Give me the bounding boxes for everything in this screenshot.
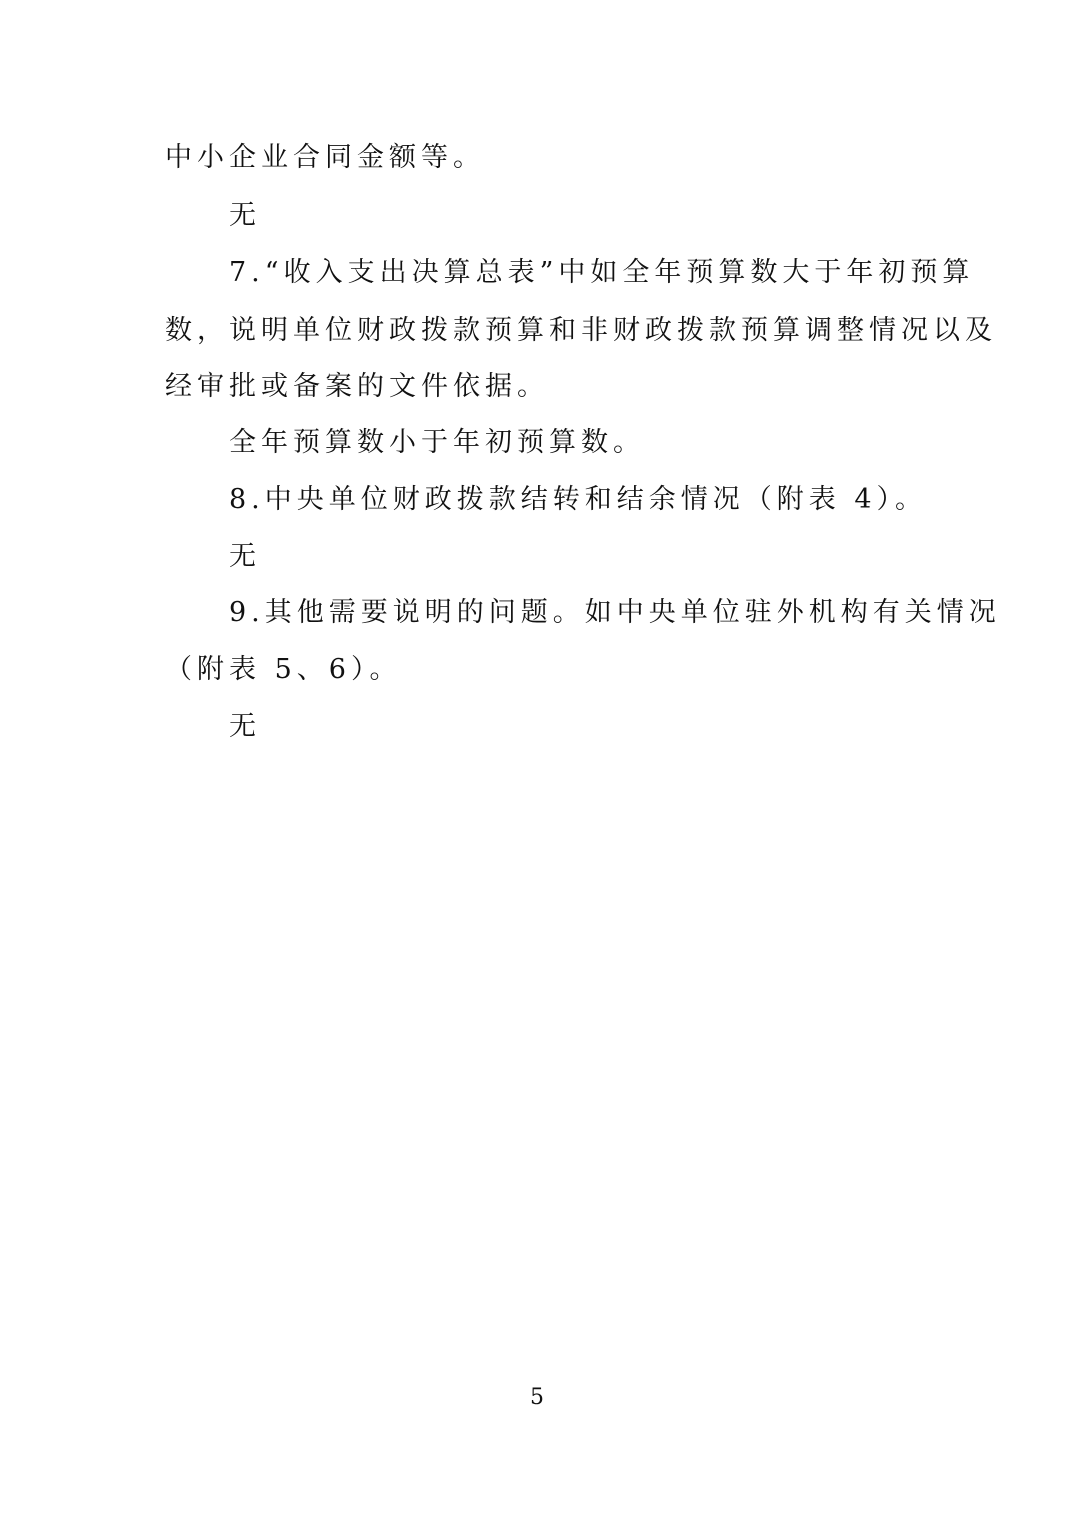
paragraph-line: 9.其他需要说明的问题。如中央单位驻外机构有关情况: [229, 597, 1001, 628]
paragraph-line: （附表 5、6）。: [165, 654, 402, 685]
page-number: 5: [530, 1385, 544, 1410]
paragraph-line: 中小企业合同金额等。: [165, 142, 485, 173]
paragraph-line: 无: [229, 711, 261, 742]
paragraph-line: 7.“收入支出决算总表”中如全年预算数大于年初预算: [229, 257, 975, 288]
paragraph-line: 经审批或备案的文件依据。: [165, 371, 549, 402]
paragraph-line: 无: [229, 541, 261, 572]
paragraph-line: 无: [229, 200, 261, 231]
paragraph-line: 数，说明单位财政拨款预算和非财政拨款预算调整情况以及: [165, 315, 997, 346]
paragraph-line: 8.中央单位财政拨款结转和结余情况（附表 4）。: [229, 484, 928, 515]
paragraph-line: 全年预算数小于年初预算数。: [229, 427, 645, 458]
